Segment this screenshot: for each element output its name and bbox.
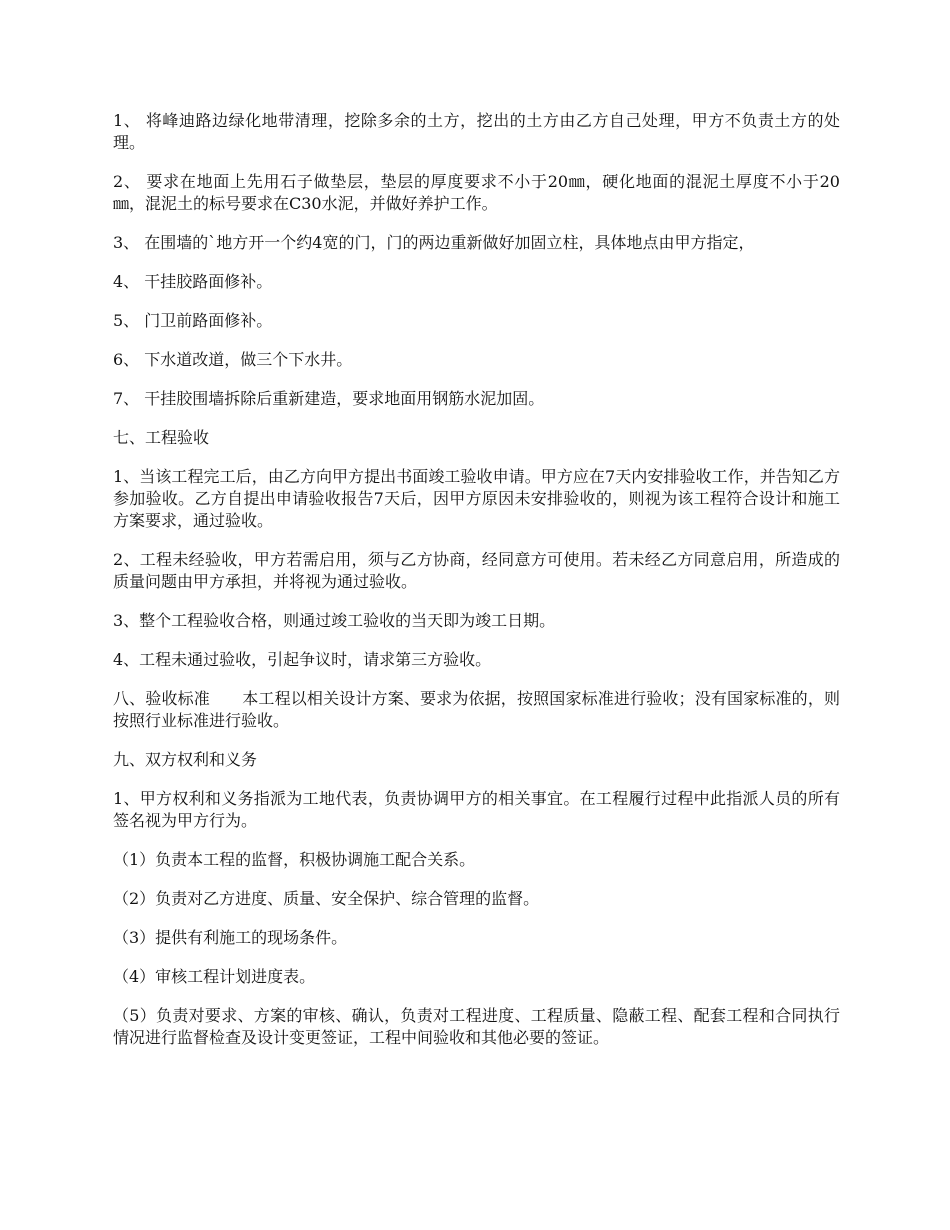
- rights-subitem-4: （4）审核工程计划进度表。: [113, 967, 316, 986]
- section-acceptance-standard: 八、验收标准 本工程以相关设计方案、要求为依据，按照国家标准进行验收；没有国家标准的，则按照行业标准进行验收。: [113, 689, 840, 730]
- section-heading-acceptance: 七、工程验收: [113, 428, 210, 447]
- paragraph-item-3: 3、 在围墙的`地方开一个约4宽的门，门的两边重新做好加固立柱，具体地点由甲方指定，: [113, 233, 755, 252]
- rights-subitem-1: （1）负责本工程的监督，积极协调施工配合关系。: [113, 850, 476, 869]
- paragraph-item-5: 5、 门卫前路面修补。: [113, 311, 273, 330]
- acceptance-clause-4: 4、工程未通过验收，引起争议时，请求第三方验收。: [113, 650, 492, 669]
- paragraph-item-4: 4、 干挂胶路面修补。: [113, 272, 273, 291]
- document-body: [113, 110, 840, 1066]
- rights-subitem-5: （5）负责对要求、方案的审核、确认，负责对工程进度、工程质量、隐蔽工程、配套工程和合同执行情况进行监督检查及设计变更签证，工程中间验收和其他必要的签证。: [113, 1006, 840, 1047]
- paragraph-item-7: 7、 干挂胶围墙拆除后重新建造，要求地面用钢筋水泥加固。: [113, 389, 545, 408]
- section-heading-rights: 九、双方权利和义务: [113, 750, 258, 769]
- rights-subitem-3: （3）提供有利施工的现场条件。: [113, 928, 348, 947]
- paragraph-item-2: 2、 要求在地面上先用石子做垫层，垫层的厚度要求不小于20㎜，硬化地面的混泥土厚度不小于20㎜，混泥土的标号要求在C30水泥，并做好养护工作。: [113, 172, 840, 213]
- acceptance-clause-3: 3、整个工程验收合格，则通过竣工验收的当天即为竣工日期。: [113, 611, 556, 630]
- paragraph-item-6: 6、 下水道改道，做三个下水井。: [113, 350, 353, 369]
- rights-clause-1: 1、甲方权利和义务指派为工地代表，负责协调甲方的相关事宜。在工程履行过程中此指派人员的所有签名视为甲方行为。: [113, 789, 840, 830]
- paragraph-item-1: 1、 将峰迪路边绿化地带清理，挖除多余的土方，挖出的土方由乙方自己处理，甲方不负责土方的处理。: [113, 111, 840, 152]
- acceptance-clause-2: 2、工程未经验收，甲方若需启用，须与乙方协商，经同意方可使用。若未经乙方同意启用，所造成的质量问题由甲方承担，并将视为通过验收。: [113, 550, 840, 591]
- rights-subitem-2: （2）负责对乙方进度、质量、安全保护、综合管理的监督。: [113, 889, 540, 908]
- acceptance-clause-1: 1、当该工程完工后，由乙方向甲方提出书面竣工验收申请。甲方应在7天内安排验收工作，并告知乙方参加验收。乙方自提出申请验收报告7天后，因甲方原因未安排验收的，则视为该工程符合设计和施工方案要求，通过验收。: [113, 467, 840, 530]
